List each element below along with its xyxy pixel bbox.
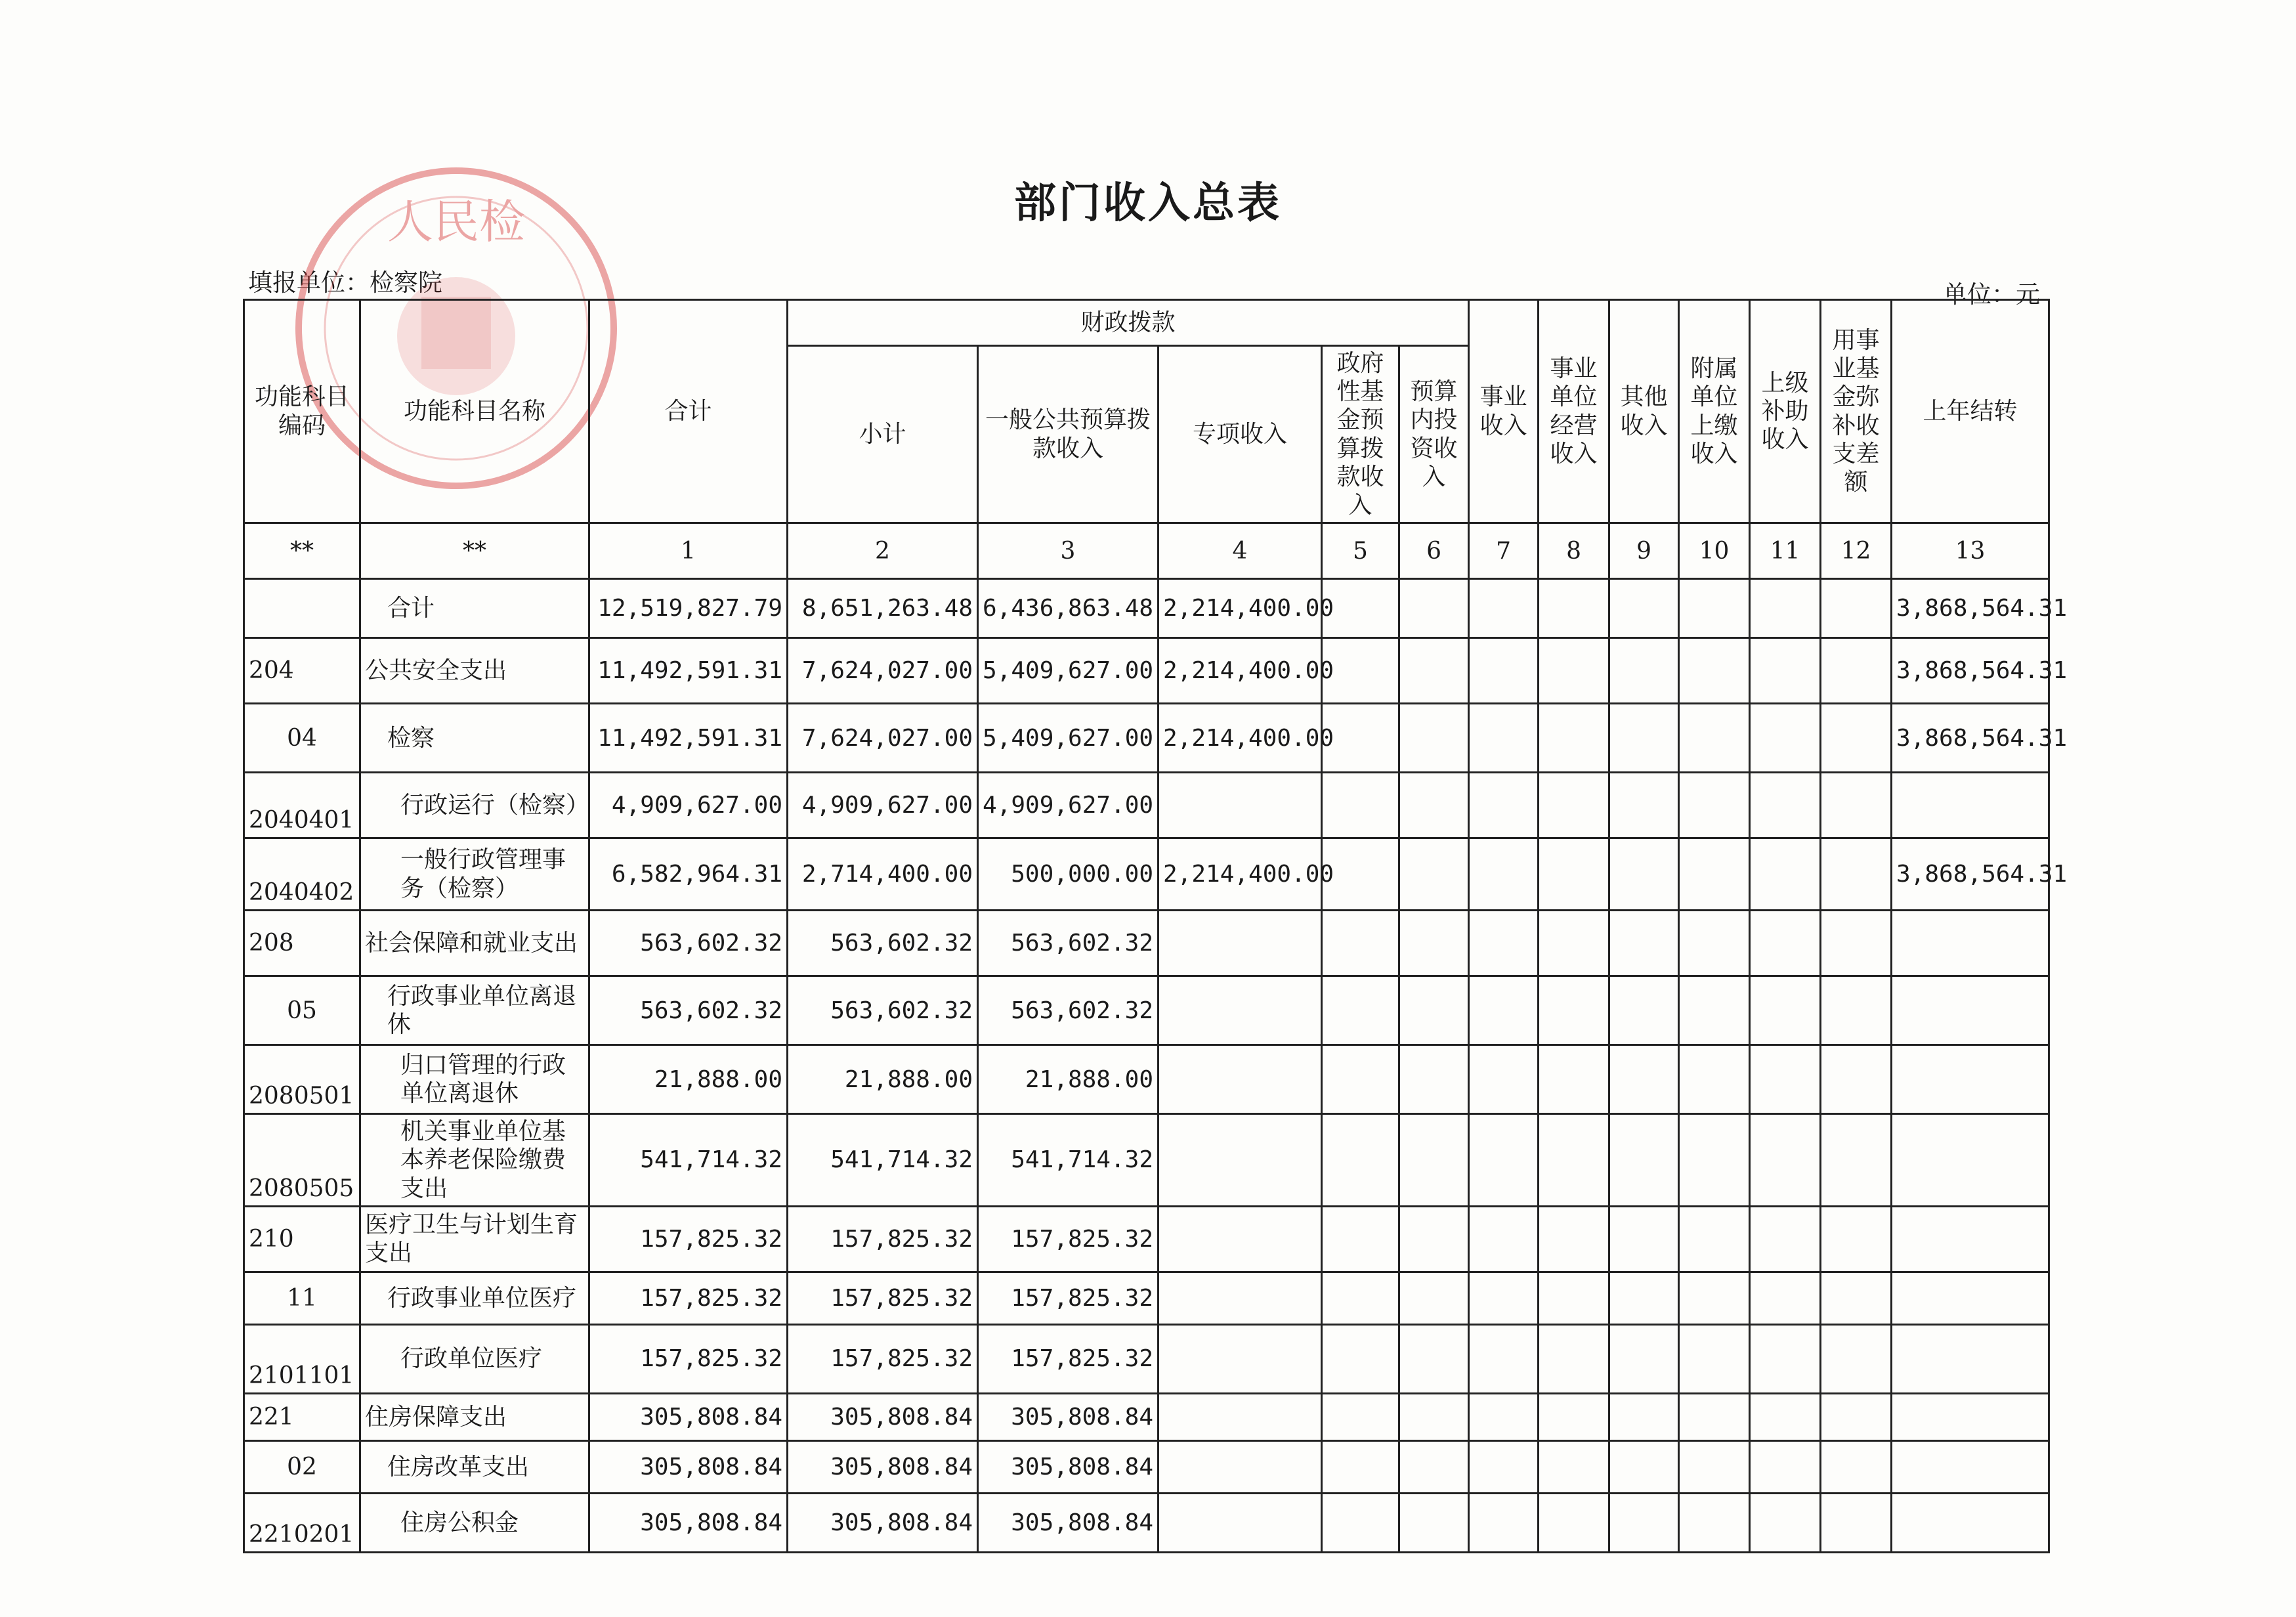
cell-general: 563,602.32 [978, 911, 1159, 976]
cell-code: 2080505 [244, 1114, 360, 1207]
cell-total: 563,602.32 [589, 976, 788, 1045]
cell-code: 2101101 [244, 1324, 360, 1393]
cell-empty [1399, 1493, 1469, 1552]
header-superior: 上级补助收入 [1750, 300, 1821, 523]
index-cell: 10 [1679, 523, 1750, 579]
cell-empty [1821, 1206, 1892, 1272]
cell-carryover [1892, 1440, 2049, 1493]
cell-code [244, 579, 360, 638]
cell-name: 行政运行（检察） [360, 773, 589, 838]
cell-total: 157,825.32 [589, 1324, 788, 1393]
cell-name: 行政事业单位医疗 [360, 1272, 589, 1324]
cell-empty [1679, 638, 1750, 704]
department-income-table [243, 299, 2068, 1553]
cell-name: 行政事业单位离退休 [360, 976, 589, 1045]
cell-empty [1399, 1393, 1469, 1440]
cell-subtotal: 305,808.84 [788, 1440, 978, 1493]
cell-empty [1399, 838, 1469, 911]
cell-name: 检察 [360, 704, 589, 773]
table-row [244, 976, 2049, 1045]
cell-empty [1469, 773, 1539, 838]
cell-code: 11 [244, 1272, 360, 1324]
cell-empty [1679, 1324, 1750, 1393]
cell-carryover: 3,868,564.31 [1892, 638, 2049, 704]
cell-empty [1322, 773, 1399, 838]
cell-general: 305,808.84 [978, 1493, 1159, 1552]
header-special: 专项收入 [1159, 346, 1322, 523]
table-row [244, 1045, 2049, 1114]
cell-subtotal: 21,888.00 [788, 1045, 978, 1114]
cell-code: 2080501 [244, 1045, 360, 1114]
cell-empty [1750, 1206, 1821, 1272]
cell-empty [1469, 638, 1539, 704]
cell-empty [1539, 1272, 1609, 1324]
header-other: 其他收入 [1609, 300, 1679, 523]
cell-general: 4,909,627.00 [978, 773, 1159, 838]
cell-empty [1679, 911, 1750, 976]
cell-carryover [1892, 1393, 2049, 1440]
cell-empty [1399, 1440, 1469, 1493]
cell-code: 05 [244, 976, 360, 1045]
cell-total: 11,492,591.31 [589, 638, 788, 704]
cell-empty [1399, 911, 1469, 976]
cell-total: 305,808.84 [589, 1493, 788, 1552]
cell-general: 563,602.32 [978, 976, 1159, 1045]
cell-empty [1539, 579, 1609, 638]
cell-empty [1609, 579, 1679, 638]
cell-carryover: 3,868,564.31 [1892, 579, 2049, 638]
cell-empty [1821, 579, 1892, 638]
cell-total: 563,602.32 [589, 911, 788, 976]
cell-name: 住房改革支出 [360, 1440, 589, 1493]
cell-subtotal: 157,825.32 [788, 1206, 978, 1272]
cell-empty [1322, 1206, 1399, 1272]
cell-subtotal: 2,714,400.00 [788, 838, 978, 911]
cell-empty [1469, 1114, 1539, 1207]
cell-total: 12,519,827.79 [589, 579, 788, 638]
cell-subtotal: 157,825.32 [788, 1272, 978, 1324]
cell-empty [1821, 1493, 1892, 1552]
cell-empty [1539, 976, 1609, 1045]
cell-empty [1399, 1272, 1469, 1324]
cell-carryover [1892, 1114, 2049, 1207]
cell-empty [1539, 1440, 1609, 1493]
cell-general: 5,409,627.00 [978, 638, 1159, 704]
cell-name: 医疗卫生与计划生育支出 [360, 1206, 589, 1272]
cell-carryover [1892, 911, 2049, 976]
cell-empty [1821, 1324, 1892, 1393]
cell-subtotal: 563,602.32 [788, 911, 978, 976]
cell-subtotal: 7,624,027.00 [788, 638, 978, 704]
cell-empty [1750, 1393, 1821, 1440]
cell-carryover [1892, 1493, 2049, 1552]
currency-unit: 单位：元 [1943, 280, 2040, 309]
cell-name: 住房公积金 [360, 1493, 589, 1552]
header-subtotal: 小计 [788, 346, 978, 523]
cell-empty [1609, 1393, 1679, 1440]
cell-empty [1399, 579, 1469, 638]
cell-name: 住房保障支出 [360, 1393, 589, 1440]
cell-empty [1750, 638, 1821, 704]
index-cell: ** [360, 523, 589, 579]
table-row [244, 1440, 2049, 1493]
cell-empty [1679, 1440, 1750, 1493]
cell-empty [1469, 1272, 1539, 1324]
cell-empty [1609, 838, 1679, 911]
cell-empty [1821, 976, 1892, 1045]
reporting-unit: 填报单位：检察院 [248, 269, 442, 297]
table-row [244, 1114, 2049, 1207]
cell-special [1159, 1440, 1322, 1493]
header-gov-fund: 政府性基金预算拨款收入 [1322, 346, 1399, 523]
cell-code: 2210201 [244, 1493, 360, 1552]
table-row [244, 1493, 2049, 1552]
table-row [244, 911, 2049, 976]
table-row [244, 704, 2049, 773]
cell-empty [1539, 704, 1609, 773]
cell-empty [1469, 976, 1539, 1045]
cell-empty [1469, 1324, 1539, 1393]
cell-subtotal: 563,602.32 [788, 976, 978, 1045]
cell-empty [1399, 773, 1469, 838]
cell-empty [1750, 773, 1821, 838]
cell-subtotal: 4,909,627.00 [788, 773, 978, 838]
cell-total: 4,909,627.00 [589, 773, 788, 838]
cell-empty [1539, 1324, 1609, 1393]
index-cell: 7 [1469, 523, 1539, 579]
cell-code: 2040401 [244, 773, 360, 838]
cell-total: 157,825.32 [589, 1272, 788, 1324]
cell-empty [1322, 1493, 1399, 1552]
header-fiscal: 财政拨款 [788, 300, 1469, 346]
cell-empty [1821, 838, 1892, 911]
cell-empty [1469, 1206, 1539, 1272]
cell-name: 归口管理的行政单位离退休 [360, 1045, 589, 1114]
cell-empty [1750, 1272, 1821, 1324]
cell-subtotal: 305,808.84 [788, 1493, 978, 1552]
cell-carryover [1892, 1045, 2049, 1114]
cell-empty [1539, 1393, 1609, 1440]
table-row [244, 773, 2049, 838]
cell-empty [1609, 1114, 1679, 1207]
cell-empty [1821, 1045, 1892, 1114]
cell-special [1159, 1045, 1322, 1114]
cell-empty [1539, 838, 1609, 911]
cell-general: 157,825.32 [978, 1206, 1159, 1272]
cell-empty [1322, 1045, 1399, 1114]
cell-special [1159, 1114, 1322, 1207]
cell-empty [1399, 1206, 1469, 1272]
cell-name: 机关事业单位基本养老保险缴费支出 [360, 1114, 589, 1207]
cell-empty [1539, 773, 1609, 838]
cell-empty [1469, 704, 1539, 773]
cell-special [1159, 1324, 1322, 1393]
cell-empty [1679, 1393, 1750, 1440]
cell-special: 2,214,400.00 [1159, 704, 1322, 773]
svg-text:人民检: 人民检 [387, 195, 525, 249]
table-row [244, 1393, 2049, 1440]
cell-empty [1821, 911, 1892, 976]
cell-subtotal: 157,825.32 [788, 1324, 978, 1393]
cell-empty [1539, 1045, 1609, 1114]
cell-empty [1821, 773, 1892, 838]
cell-carryover [1892, 1324, 2049, 1393]
cell-name: 行政单位医疗 [360, 1324, 589, 1393]
cell-general: 500,000.00 [978, 838, 1159, 911]
cell-general: 305,808.84 [978, 1440, 1159, 1493]
cell-empty [1821, 1114, 1892, 1207]
cell-empty [1469, 911, 1539, 976]
cell-empty [1539, 1206, 1609, 1272]
table-row [244, 579, 2049, 638]
table-row [244, 1272, 2049, 1324]
cell-special [1159, 773, 1322, 838]
table-row [244, 838, 2049, 911]
cell-empty [1539, 911, 1609, 976]
table-row [244, 638, 2049, 704]
cell-subtotal: 7,624,027.00 [788, 704, 978, 773]
cell-empty [1821, 704, 1892, 773]
index-cell: 5 [1322, 523, 1399, 579]
cell-empty [1679, 1493, 1750, 1552]
cell-empty [1609, 976, 1679, 1045]
cell-empty [1609, 1440, 1679, 1493]
cell-empty [1679, 1206, 1750, 1272]
cell-empty [1750, 1324, 1821, 1393]
cell-special [1159, 976, 1322, 1045]
cell-general: 305,808.84 [978, 1393, 1159, 1440]
index-cell: 11 [1750, 523, 1821, 579]
cell-empty [1750, 579, 1821, 638]
cell-empty [1322, 1114, 1399, 1207]
header-fund-balance: 用事业基金弥补收支差额 [1821, 300, 1892, 523]
cell-empty [1609, 638, 1679, 704]
cell-code: 04 [244, 704, 360, 773]
cell-empty [1679, 1045, 1750, 1114]
cell-empty [1609, 1272, 1679, 1324]
cell-empty [1399, 704, 1469, 773]
index-cell: ** [244, 523, 360, 579]
cell-name: 社会保障和就业支出 [360, 911, 589, 976]
cell-general: 157,825.32 [978, 1324, 1159, 1393]
cell-empty [1750, 1493, 1821, 1552]
cell-empty [1609, 773, 1679, 838]
cell-code: 208 [244, 911, 360, 976]
cell-code: 221 [244, 1393, 360, 1440]
cell-empty [1750, 704, 1821, 773]
header-affiliated: 附属单位上缴收入 [1679, 300, 1750, 523]
cell-total: 11,492,591.31 [589, 704, 788, 773]
index-cell: 13 [1892, 523, 2049, 579]
cell-code: 2040402 [244, 838, 360, 911]
cell-name: 合计 [360, 579, 589, 638]
index-cell: 6 [1399, 523, 1469, 579]
cell-empty [1322, 911, 1399, 976]
cell-empty [1750, 911, 1821, 976]
cell-general: 6,436,863.48 [978, 579, 1159, 638]
header-budget-invest: 预算内投资收入 [1399, 346, 1469, 523]
cell-special: 2,214,400.00 [1159, 838, 1322, 911]
index-cell: 2 [788, 523, 978, 579]
cell-empty [1609, 911, 1679, 976]
cell-carryover [1892, 1206, 2049, 1272]
table-row [244, 1206, 2049, 1272]
cell-subtotal: 305,808.84 [788, 1393, 978, 1440]
cell-total: 21,888.00 [589, 1045, 788, 1114]
cell-carryover [1892, 976, 2049, 1045]
cell-special [1159, 1493, 1322, 1552]
cell-total: 541,714.32 [589, 1114, 788, 1207]
cell-empty [1679, 1272, 1750, 1324]
cell-total: 305,808.84 [589, 1393, 788, 1440]
cell-empty [1679, 579, 1750, 638]
cell-empty [1679, 773, 1750, 838]
cell-empty [1821, 1393, 1892, 1440]
cell-empty [1322, 976, 1399, 1045]
cell-subtotal: 541,714.32 [788, 1114, 978, 1207]
cell-code: 210 [244, 1206, 360, 1272]
index-row [244, 523, 2049, 579]
cell-empty [1609, 704, 1679, 773]
index-cell: 12 [1821, 523, 1892, 579]
cell-empty [1750, 838, 1821, 911]
cell-general: 21,888.00 [978, 1045, 1159, 1114]
cell-general: 5,409,627.00 [978, 704, 1159, 773]
index-cell: 4 [1159, 523, 1322, 579]
cell-empty [1399, 1114, 1469, 1207]
cell-total: 305,808.84 [589, 1440, 788, 1493]
cell-empty [1539, 1493, 1609, 1552]
cell-empty [1469, 1493, 1539, 1552]
cell-total: 157,825.32 [589, 1206, 788, 1272]
cell-empty [1679, 976, 1750, 1045]
cell-special [1159, 1393, 1322, 1440]
cell-empty [1399, 638, 1469, 704]
header-carryover: 上年结转 [1892, 300, 2049, 523]
cell-empty [1821, 638, 1892, 704]
cell-empty [1609, 1206, 1679, 1272]
cell-empty [1322, 1393, 1399, 1440]
cell-empty [1469, 838, 1539, 911]
header-total: 合计 [589, 300, 788, 523]
cell-name: 公共安全支出 [360, 638, 589, 704]
cell-special: 2,214,400.00 [1159, 638, 1322, 704]
index-cell: 8 [1539, 523, 1609, 579]
cell-empty [1609, 1045, 1679, 1114]
cell-empty [1679, 1114, 1750, 1207]
header-code: 功能科目编码 [244, 300, 360, 523]
cell-carryover [1892, 1272, 2049, 1324]
cell-subtotal: 8,651,263.48 [788, 579, 978, 638]
header-business: 事业收入 [1469, 300, 1539, 523]
cell-empty [1750, 1114, 1821, 1207]
cell-empty [1469, 1440, 1539, 1493]
index-cell: 1 [589, 523, 788, 579]
cell-empty [1322, 1440, 1399, 1493]
cell-special: 2,214,400.00 [1159, 579, 1322, 638]
cell-carryover [1892, 773, 2049, 838]
cell-empty [1469, 579, 1539, 638]
cell-total: 6,582,964.31 [589, 838, 788, 911]
cell-empty [1399, 1045, 1469, 1114]
cell-code: 02 [244, 1440, 360, 1493]
cell-empty [1750, 1045, 1821, 1114]
page-title: 部门收入总表 [1014, 179, 1282, 228]
cell-special [1159, 1206, 1322, 1272]
cell-empty [1322, 1324, 1399, 1393]
cell-empty [1609, 1493, 1679, 1552]
header-general: 一般公共预算拨款收入 [978, 346, 1159, 523]
index-cell: 9 [1609, 523, 1679, 579]
cell-general: 157,825.32 [978, 1272, 1159, 1324]
cell-empty [1399, 976, 1469, 1045]
cell-empty [1821, 1440, 1892, 1493]
cell-carryover: 3,868,564.31 [1892, 838, 2049, 911]
header-operating: 事业单位经营收入 [1539, 300, 1609, 523]
cell-empty [1609, 1324, 1679, 1393]
cell-empty [1399, 1324, 1469, 1393]
cell-empty [1539, 1114, 1609, 1207]
cell-empty [1821, 1272, 1892, 1324]
header-name: 功能科目名称 [360, 300, 589, 523]
table-row [244, 1324, 2049, 1393]
cell-empty [1679, 704, 1750, 773]
cell-empty [1679, 838, 1750, 911]
cell-empty [1469, 1045, 1539, 1114]
cell-code: 204 [244, 638, 360, 704]
cell-special [1159, 911, 1322, 976]
cell-general: 541,714.32 [978, 1114, 1159, 1207]
cell-carryover: 3,868,564.31 [1892, 704, 2049, 773]
cell-empty [1469, 1393, 1539, 1440]
index-cell: 3 [978, 523, 1159, 579]
cell-empty [1322, 1272, 1399, 1324]
cell-empty [1750, 976, 1821, 1045]
cell-empty [1539, 638, 1609, 704]
cell-name: 一般行政管理事务（检察） [360, 838, 589, 911]
cell-empty [1750, 1440, 1821, 1493]
cell-special [1159, 1272, 1322, 1324]
